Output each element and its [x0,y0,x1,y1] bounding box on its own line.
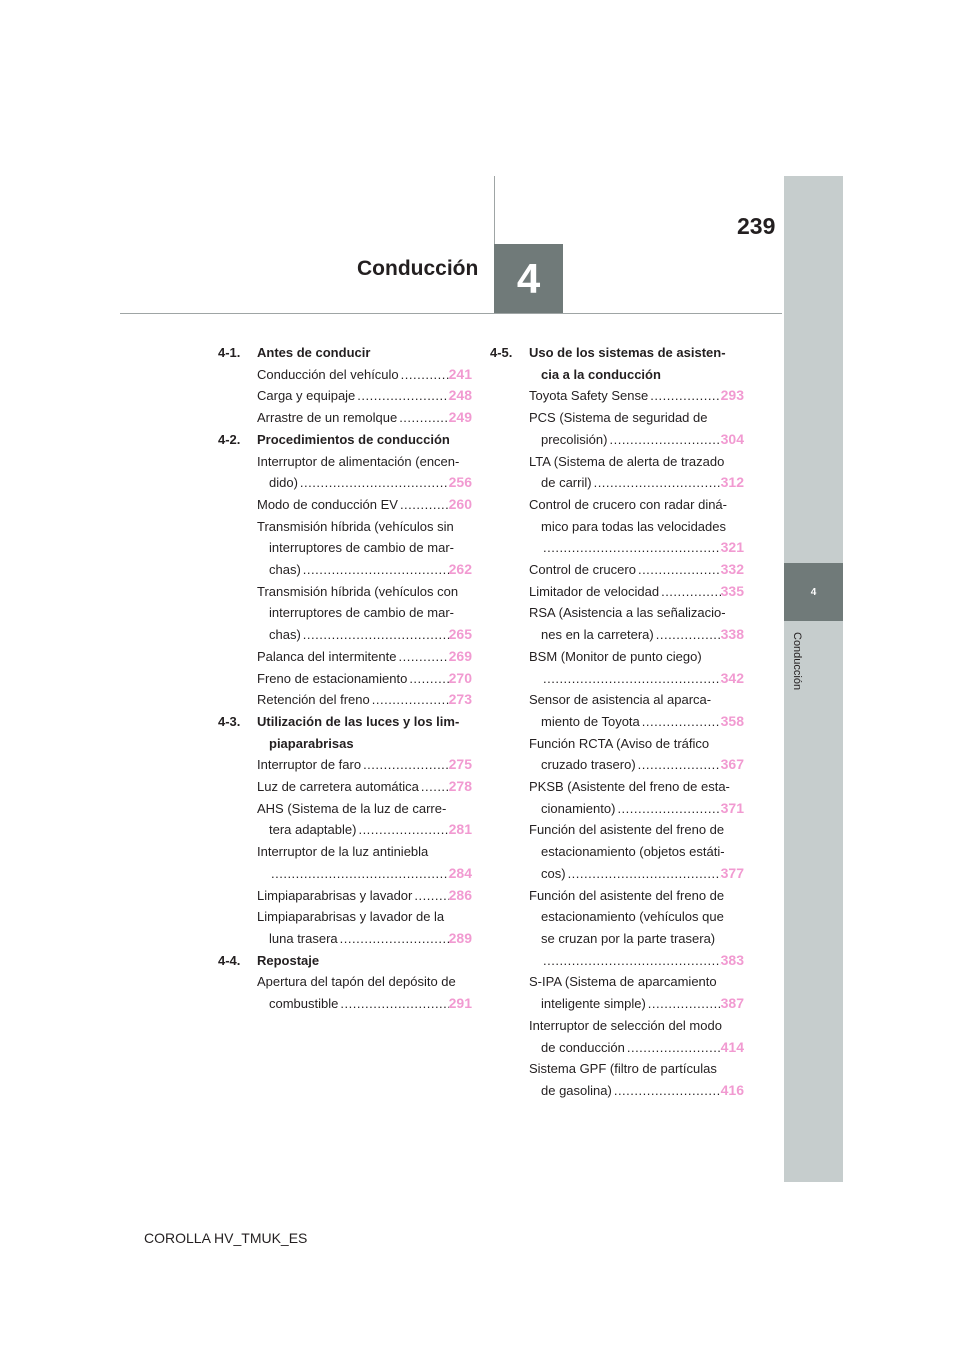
toc-page-link[interactable]: 289 [448,929,472,946]
toc-dot-leader [566,863,721,885]
toc-entry[interactable] [529,646,744,689]
toc-page-link[interactable]: 335 [720,582,744,599]
toc-dot-leader [338,993,448,1015]
toc-entry-text: Función del asistente del freno de [529,822,725,838]
toc-entry-text: PCS (Sistema de seguridad de [529,410,708,426]
toc-entry-line [257,819,472,841]
toc-page-link[interactable]: 367 [720,756,744,773]
toc-page-link[interactable]: 414 [720,1038,744,1055]
toc-dot-leader [625,1037,721,1059]
toc-entry-text: Limitador de velocidad [529,583,660,599]
toc-page-link[interactable]: 270 [448,669,472,686]
toc-entry-line [529,472,744,494]
toc-entry[interactable] [257,494,472,516]
toc-entry[interactable] [529,494,744,559]
toc-entry[interactable] [257,516,472,581]
toc-section-heading [218,711,472,754]
chapter-number-box: 4 [494,244,563,313]
toc-section-title [257,429,472,451]
toc-entry[interactable] [257,971,472,1014]
toc-entry-line [529,624,744,646]
toc-page-link[interactable]: 269 [448,647,472,664]
toc-page-link[interactable]: 342 [720,669,744,686]
toc-dot-leader [640,711,721,733]
toc-entry-text: combustible [269,996,339,1012]
toc-dot-leader [298,472,449,494]
toc-entry-text: Interruptor de selección del modo [529,1017,722,1033]
toc-page-link[interactable]: 286 [448,886,472,903]
toc-dot-leader [541,537,721,559]
toc-dot-leader [646,993,721,1015]
toc-dot-leader [397,407,448,429]
toc-entry-line [529,971,744,993]
toc-entry-text: interruptores de cambio de mar- [269,605,454,621]
toc-entry-line [257,885,472,907]
toc-section-title [257,950,472,972]
toc-entry[interactable] [257,668,472,690]
toc-entry-text: tera adaptable) [269,822,357,838]
toc-section-title-line: cia a la conducción [541,366,661,382]
toc-entry-line [257,841,472,863]
toc-page-link[interactable]: 249 [448,409,472,426]
toc-entry-line [529,646,744,668]
toc-page-link[interactable]: 278 [448,778,472,795]
toc-entry-text: PKSB (Asistente del freno de esta- [529,779,730,795]
toc-dot-leader [592,472,721,494]
toc-dot-leader [361,754,449,776]
toc-entry-line [529,1015,744,1037]
toc-dot-leader [355,385,448,407]
toc-entry-text: luna trasera [269,930,338,946]
toc-entry-text: Transmisión híbrida (vehículos con [257,583,459,599]
toc-dot-leader [412,885,448,907]
toc-entry-text: cruzado trasero) [541,757,636,773]
toc-entry-line [529,385,744,407]
toc-entry-line [529,689,744,711]
toc-entry-text: chas) [269,562,301,578]
toc-entry-line [257,407,472,429]
toc-entry-line [529,407,744,429]
toc-entry-line [529,559,744,581]
toc-entry-line [529,863,744,885]
toc-entry-line [529,429,744,451]
toc-entry-line [257,689,472,711]
toc-dot-leader [269,863,449,885]
toc-entry-line [257,993,472,1015]
toc-entry[interactable] [529,559,744,581]
toc-entry[interactable] [529,971,744,1014]
toc-entry-text: de carril) [541,475,592,491]
toc-entry-text: Función RCTA (Aviso de tráfico [529,735,710,751]
toc-page-link[interactable]: 275 [448,756,472,773]
toc-entry-text: mico para todas las velocidades [541,518,726,534]
toc-entry-line [257,776,472,798]
toc-entry-line [257,646,472,668]
toc-entry-text: precolisión) [541,431,608,447]
toc-entry-text: Transmisión híbrida (vehículos sin [257,518,454,534]
toc-entry-text: cionamiento) [541,800,616,816]
toc-dot-leader [636,754,721,776]
toc-section-heading [218,429,472,451]
toc-dot-leader [607,429,720,451]
toc-entry-line [257,754,472,776]
toc-entry[interactable] [257,581,472,646]
toc-entry[interactable] [257,776,472,798]
toc-dot-leader [338,928,449,950]
toc-dot-leader [419,776,449,798]
toc-entry[interactable] [257,451,472,494]
toc-entry-line [529,451,744,473]
toc-section-title-line: Procedimientos de conducción [257,431,450,447]
toc-entry-text: Función del asistente del freno de [529,887,725,903]
toc-entry-text: Arrastre de un remolque [257,410,398,426]
toc-page-link[interactable]: 293 [720,387,744,404]
toc-entry[interactable] [257,407,472,429]
toc-entry-line [257,906,472,928]
toc-entry-text: dido) [269,475,298,491]
toc-entry-text: Interruptor de faro [257,757,362,773]
toc-dot-leader [615,798,720,820]
toc-page-link[interactable]: 281 [448,821,472,838]
toc-entry-line [529,602,744,624]
toc-dot-leader [370,689,449,711]
toc-entry-line [257,559,472,581]
toc-entry-line [529,1058,744,1080]
toc-entry-line [257,928,472,950]
side-tab-number[interactable]: 4 [784,563,843,621]
toc-section-title-line: Antes de conducir [257,345,371,360]
toc-entry-line [257,624,472,646]
toc-section-number: 4-1. [218,345,241,360]
toc-entry-line [257,385,472,407]
toc-entry[interactable] [529,451,744,494]
toc-entry-line [257,494,472,516]
toc-section-number: 4-4. [218,952,241,968]
toc-entry[interactable] [529,885,744,972]
toc-entry-line [257,516,472,538]
toc-section-title-line: piaparabrisas [269,735,354,751]
toc-entry-text: cos) [541,865,566,881]
toc-page-link[interactable]: 273 [448,691,472,708]
toc-entry-text: estacionamiento (objetos estáti- [541,844,725,860]
toc-entry-text: S-IPA (Sistema de aparcamiento [529,974,717,990]
toc-entry-line [257,537,472,559]
toc-entry[interactable] [529,1058,744,1101]
toc-entry-line [529,754,744,776]
toc-entry-line [529,711,744,733]
toc-entry-text: interruptores de cambio de mar- [269,540,454,556]
toc-page-link[interactable]: 416 [720,1081,744,1098]
toc-entry-text: Interruptor de alimentación (encen- [257,453,460,469]
toc-page-link[interactable]: 265 [448,626,472,643]
toc-entry-line [257,581,472,603]
footer-model-code: COROLLA HV_TMUK_ES [144,1230,308,1246]
toc-entry[interactable] [257,385,472,407]
toc-entry-text: Carga y equipaje [257,388,356,404]
toc-dot-leader [356,819,448,841]
toc-entry-text: Sistema GPF (filtro de partículas [529,1061,717,1077]
toc-entry-line [529,906,744,928]
toc-entry-line [529,581,744,603]
toc-entry-text: Interruptor de la luz antiniebla [257,844,429,860]
toc-entry[interactable] [257,364,472,386]
side-tab-label: Conducción [791,632,803,691]
toc-entry[interactable] [257,885,472,907]
toc-entry-line [529,1037,744,1059]
toc-section-title-line: Repostaje [257,952,320,968]
toc-entry[interactable] [529,407,744,450]
toc-dot-leader [398,494,449,516]
toc-entry[interactable] [257,754,472,776]
toc-entry-text: Limpiaparabrisas y lavador [257,887,413,903]
toc-page-link[interactable]: 284 [448,864,472,881]
toc-entry-text: de conducción [541,1039,625,1055]
toc-entry-text: RSA (Asistencia a las señalizacio- [529,605,726,621]
toc-entry-text: se cruzan por la parte trasera) [541,930,716,946]
toc-entry-line [529,798,744,820]
toc-page-link[interactable]: 377 [720,864,744,881]
toc-entry-line [529,819,744,841]
toc-entry-text: Modo de conducción EV [257,496,398,512]
toc-page-link[interactable]: 260 [448,495,472,512]
toc-section-title-line: Uso de los sistemas de asisten- [529,345,726,360]
toc-entry-line [529,885,744,907]
toc-entry[interactable] [529,776,744,819]
toc-entry-text: AHS (Sistema de la luz de carre- [257,800,447,816]
toc-entry-line [257,668,472,690]
page-number: 239 [737,213,776,239]
toc-entry-text: Toyota Safety Sense [529,388,649,404]
toc-entry-line [257,472,472,494]
toc-page-link[interactable]: 383 [720,951,744,968]
toc-section-heading [218,950,472,972]
toc-page-link[interactable]: 262 [448,561,472,578]
toc-entry-line [257,798,472,820]
toc-entry-line [257,602,472,624]
toc-entry-line [529,928,744,950]
toc-dot-leader [301,624,449,646]
toc-entry-line [257,863,472,885]
toc-page-link[interactable]: 248 [448,387,472,404]
toc-entry-line [529,733,744,755]
toc-dot-leader [541,950,721,972]
toc-page-link[interactable]: 256 [448,474,472,491]
toc-entry[interactable] [529,385,744,407]
toc-entry-text: Sensor de asistencia al aparca- [529,692,712,708]
toc-entry-text: BSM (Monitor de punto ciego) [529,648,702,664]
toc-entry-line [529,841,744,863]
header-horizontal-rule [120,313,782,314]
toc-entry-line [529,993,744,1015]
toc-entry[interactable] [257,798,472,841]
toc-entry-line [529,668,744,690]
toc-entry[interactable] [529,819,744,884]
toc-entry-line [529,537,744,559]
toc-entry[interactable] [257,646,472,668]
toc-section-number: 4-3. [218,713,241,729]
toc-section-title [257,711,472,754]
toc-entry-line [529,516,744,538]
toc-dot-leader [654,624,721,646]
toc-page-link[interactable]: 321 [720,539,744,556]
toc-section-number: 4-2. [218,431,241,447]
toc-entry-text: chas) [269,627,301,643]
toc-entry[interactable] [529,1015,744,1058]
toc-entry-text: Conducción del vehículo [257,366,399,382]
toc-page-link[interactable]: 304 [720,430,744,447]
toc-section-title-line: Utilización de las luces y los lim- [257,713,460,729]
toc-page-link[interactable]: 332 [720,561,744,578]
chapter-title: Conducción [357,257,479,280]
toc-entry[interactable] [529,581,744,603]
toc-entry-line [257,364,472,386]
toc-dot-leader [396,646,448,668]
toc-page-link[interactable]: 358 [720,712,744,729]
toc-entry-text: Control de crucero [529,562,636,578]
toc-section-heading [490,342,744,385]
toc-entry[interactable] [529,602,744,645]
toc-dot-leader [648,385,720,407]
toc-page-link[interactable]: 387 [720,995,744,1012]
toc-entry-text: Freno de estacionamiento [257,670,408,686]
toc-dot-leader [301,559,449,581]
toc-entry-text: Luz de carretera automática [257,779,419,795]
toc-page-link[interactable]: 338 [720,626,744,643]
toc-entry-text: LTA (Sistema de alerta de trazado [529,453,725,469]
toc-entry-text: nes en la carretera) [541,627,654,643]
toc-section-heading [218,342,472,364]
toc-entry-line [529,1080,744,1102]
toc-dot-leader [399,364,449,386]
toc-section-title [257,342,472,364]
toc-entry[interactable] [257,906,472,949]
toc-page-link[interactable]: 371 [720,799,744,816]
toc-entry[interactable] [529,733,744,776]
toc-dot-leader [659,581,721,603]
toc-entry-text: Apertura del tapón del depósito de [257,974,456,990]
toc-dot-leader [541,668,721,690]
toc-entry-text: Limpiaparabrisas y lavador de la [257,909,445,925]
toc-entry-text: Control de crucero con radar diná- [529,496,727,512]
toc-entry-text: estacionamiento (vehículos que [541,909,724,925]
toc-entry-text: Retención del freno [257,692,370,708]
toc-left-column [218,342,472,1015]
toc-dot-leader [636,559,721,581]
toc-entry-text: Palanca del intermitente [257,648,397,664]
toc-entry[interactable] [257,841,472,884]
toc-entry-text: miento de Toyota [541,713,640,729]
toc-entry-text: inteligente simple) [541,996,646,1012]
toc-dot-leader [612,1080,721,1102]
toc-entry-line [529,494,744,516]
toc-right-column [490,342,744,1102]
toc-entry-line [529,776,744,798]
toc-entry-text: de gasolina) [541,1082,612,1098]
toc-page-link[interactable]: 291 [448,995,472,1012]
toc-page-link[interactable]: 312 [720,474,744,491]
toc-section-number: 4-5. [490,345,513,360]
header-vertical-rule [494,176,495,244]
toc-entry[interactable] [257,689,472,711]
toc-dot-leader [407,668,448,690]
toc-entry-line [257,971,472,993]
toc-section-title [529,342,744,385]
toc-entry-line [529,950,744,972]
toc-entry-line [257,451,472,473]
toc-entry[interactable] [529,689,744,732]
toc-page-link[interactable]: 241 [448,365,472,382]
